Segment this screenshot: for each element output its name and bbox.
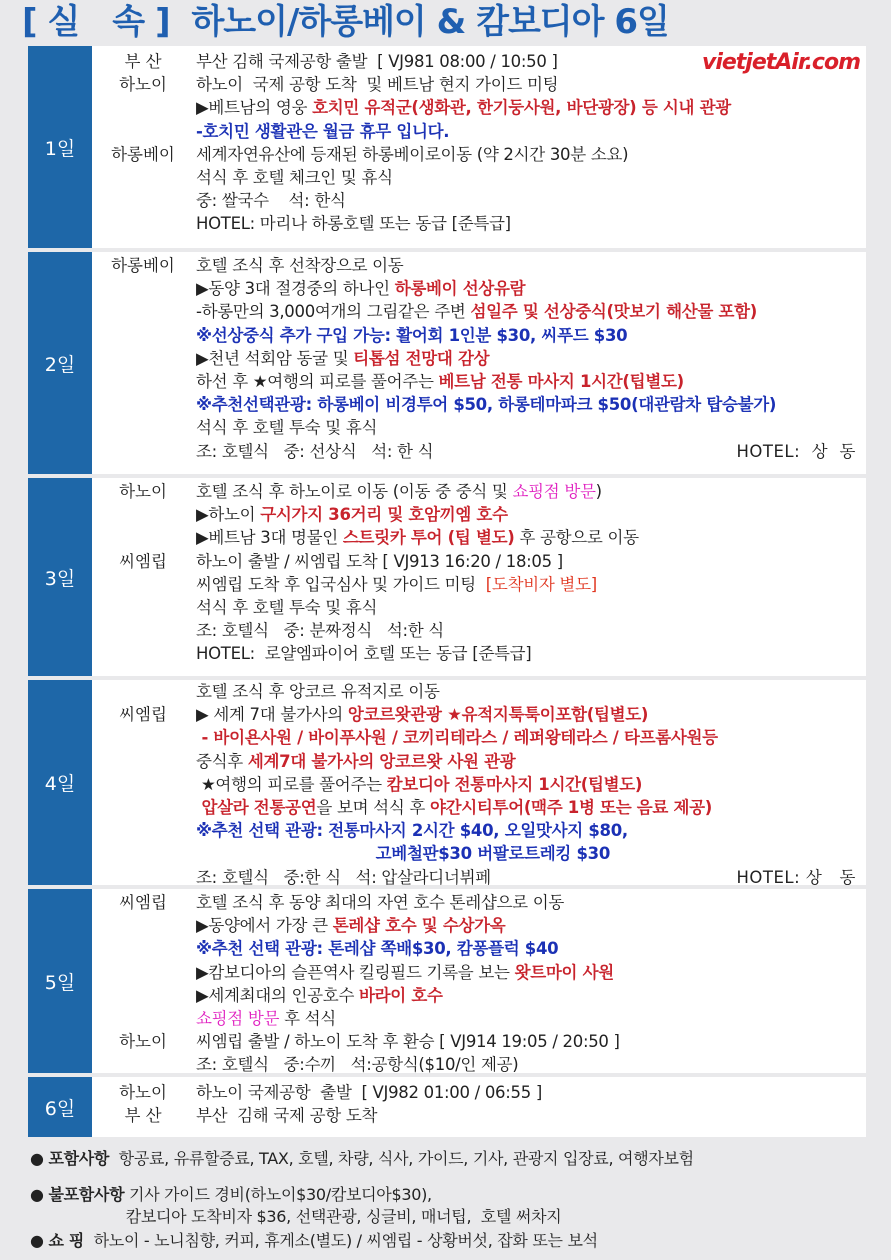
- itinerary-text: [196, 891, 564, 914]
- plain-text: HOTEL: 마리나 하롱호텔 또는 동급 [준특급]: [196, 214, 511, 234]
- itinerary-text: [196, 277, 525, 300]
- note-text: 하노이 - 노니침향, 커피, 휴게소(별도) / 씨엠립 - 상황버섯, 잡화 또는 보석: [84, 1231, 598, 1250]
- plain-text: 조: 호텔식 중: 선상식 석: 한 식: [196, 441, 434, 461]
- itinerary-line: [28, 189, 866, 212]
- itinerary-line: [28, 703, 866, 726]
- itinerary-text: [196, 842, 610, 865]
- plain-text: 하선 후 ★여행의 피로를 풀어주는: [196, 372, 439, 391]
- note-text: 기사 가이드 경비(하노이$30/캄보디아$30),: [124, 1185, 432, 1204]
- plain-text: ▶베트남 3대 명물인: [196, 528, 343, 548]
- highlight-text: 압살라 전통공연: [196, 798, 317, 817]
- plain-text: 호텔 조식 후 하노이로 이동 (이동 중 중식 및: [196, 482, 513, 501]
- location-label: 씨엠립: [119, 705, 167, 725]
- itinerary-text: [196, 1081, 542, 1104]
- location-label: 하롱베이: [111, 144, 175, 164]
- itinerary-text: [196, 370, 684, 393]
- location-label: 씨엠립: [119, 893, 167, 912]
- day-label: 3일: [28, 478, 92, 676]
- hotel-label: HOTEL: 상 동: [736, 441, 856, 461]
- itinerary-line: [28, 166, 866, 189]
- itinerary-text: [196, 573, 597, 596]
- itinerary-line: [28, 73, 866, 96]
- plain-text: 후 공항으로 이동: [514, 528, 639, 548]
- day-label: 6일: [28, 1077, 92, 1137]
- plain-text: ▶ 세계 7대 불가사의: [196, 705, 348, 725]
- plain-text: 을 보며 석식 후: [316, 798, 430, 817]
- itinerary-text: [196, 642, 531, 665]
- plain-text: 부산 김해 국제공항 출발 [ VJ981 08:00 / 10:50 ]: [196, 52, 558, 71]
- location-label: 부 산: [124, 52, 162, 71]
- itinerary-text: [196, 526, 639, 549]
- itinerary-line: [28, 961, 866, 984]
- highlight-text: ※선상중식 추가 구입 가능: 활어회 1인분 $30, 씨푸드 $30: [196, 325, 628, 345]
- itinerary-text: [196, 866, 491, 889]
- itinerary-text: [196, 937, 558, 960]
- itinerary-line: [28, 1030, 866, 1053]
- itinerary-text: [196, 212, 511, 235]
- plain-text: 석식 후 호텔 체크인 및 휴식: [196, 168, 393, 187]
- plain-text: 중: 쌀국수 석: 한식: [196, 191, 346, 211]
- itinerary-text: [196, 1104, 377, 1127]
- itinerary-line: [28, 120, 866, 143]
- note-heading: 불포함사항: [48, 1185, 125, 1204]
- plain-text: ▶캄보디아의 슬픈역사 킬링필드 기록을 보는: [196, 962, 515, 982]
- itinerary-text: [196, 796, 712, 819]
- itinerary-text: [196, 914, 505, 937]
- day-section: [28, 46, 866, 248]
- highlight-text: 톤레샵 호수 및 수상가옥: [332, 916, 506, 936]
- itinerary-line: [28, 143, 866, 166]
- itinerary-text: [196, 393, 776, 416]
- airline-logo: vietjetAir.com: [701, 50, 860, 75]
- highlight-text: 하롱베이 선상유람: [394, 279, 526, 299]
- plain-text: 하노이 출발 / 씨엠립 도착 [ VJ913 16:20 / 18:05 ]: [196, 551, 563, 571]
- itinerary-text: [196, 300, 757, 323]
- highlight-text: 베트남 전통 마사지 1시간(팁별도): [438, 372, 684, 391]
- itinerary-text: [196, 596, 377, 619]
- location-label: 하노이: [119, 75, 167, 95]
- highlight-text: 왓트마이 사원: [514, 962, 614, 982]
- itinerary-line: [28, 1104, 866, 1127]
- highlight-text: 호치민 유적군(생화관, 한기둥사원, 바단광장) 등 시내 관광: [312, 98, 731, 118]
- itinerary-line: [28, 750, 866, 773]
- highlight-text: 섬일주 및 선상중식(맛보기 해산물 포함): [470, 302, 757, 322]
- highlight-text: 스트릿카 투어 (팁 별도): [342, 528, 515, 548]
- itinerary-line: [28, 596, 866, 619]
- itinerary-line: [28, 480, 866, 503]
- itinerary-line: [28, 550, 866, 573]
- plain-text: ▶동양에서 가장 큰: [196, 916, 333, 936]
- itinerary-text: [196, 726, 718, 749]
- day-label: 5일: [28, 889, 92, 1073]
- plain-text: ▶동양 3대 절경중의 하나인: [196, 279, 395, 299]
- itinerary-text: [196, 619, 444, 642]
- plain-text: 호텔 조식 후 선착장으로 이동: [196, 256, 404, 275]
- day-label: 4일: [28, 680, 92, 885]
- note-line: [30, 1148, 694, 1170]
- itinerary-text: [196, 703, 648, 726]
- plain-text: 조: 호텔식 중:수끼 석:공항식($10/인 제공): [196, 1055, 519, 1075]
- plain-text: -하롱만의 3,000여개의 그림같은 주변: [196, 302, 471, 322]
- highlight-text: 쇼핑점 방문: [512, 482, 596, 501]
- day-label: 1일: [28, 46, 92, 248]
- itinerary-text: [196, 143, 628, 166]
- highlight-text: ※추천선택관광: 하롱베이 비경투어 $50, 하롱테마파크 $50(대관람차 탑승불가): [196, 395, 777, 415]
- location-label: 하노이: [119, 482, 167, 501]
- plain-text: 세계자연유산에 등재된 하롱베이로이동 (약 2시간 30분 소요): [196, 144, 629, 164]
- itinerary-line: [28, 642, 866, 665]
- highlight-text: ※추천 선택 관광: 톤레샵 쪽배$30, 캄퐁플럭 $40: [196, 939, 559, 959]
- itinerary-line: [28, 393, 866, 416]
- highlight-text: 티톱섬 전망대 감상: [353, 348, 490, 368]
- itinerary-line: [28, 1007, 866, 1030]
- highlight-text: 캄보디아 전통마사지 1시간(팁별도): [386, 774, 643, 794]
- itinerary-line: [28, 937, 866, 960]
- plain-text: 하노이 국제 공항 도착 및 베트남 현지 가이드 미팅: [196, 75, 559, 95]
- itinerary-line: [28, 1053, 866, 1076]
- itinerary-line: [28, 324, 866, 347]
- itinerary-line: [28, 347, 866, 370]
- itinerary-text: [196, 166, 393, 189]
- plain-text: HOTEL: 로얄엠파이어 호텔 또는 동급 [준특급]: [196, 644, 532, 664]
- itinerary-line: [28, 370, 866, 393]
- itinerary-line: [28, 796, 866, 819]
- highlight-text: 고베철판$30 버팔로트레킹 $30: [196, 844, 611, 864]
- itinerary-line: [28, 212, 866, 235]
- note-text: 항공료, 유류할증료, TAX, 호텔, 차량, 식사, 가이드, 기사, 관광지 입장료, 여행자보험: [109, 1149, 694, 1168]
- itinerary-line: [28, 842, 866, 865]
- note-text: 캄보디아 도착비자 $36, 선택관광, 싱글비, 매너팁, 호텔 써차지: [30, 1207, 562, 1226]
- plain-text: 하노이 국제공항 출발 [ VJ982 01:00 / 06:55 ]: [196, 1083, 542, 1102]
- plain-text: 석식 후 호텔 투숙 및 휴식: [196, 598, 378, 617]
- itinerary-line: [28, 680, 866, 703]
- day-section: [28, 1077, 866, 1137]
- itinerary-text: [196, 347, 489, 370]
- bullet-icon: ●: [30, 1149, 44, 1168]
- page-title: [22, 2, 669, 42]
- itinerary-text: [196, 984, 443, 1007]
- plain-text: ▶천년 석회암 동굴 및: [196, 348, 354, 368]
- location-label: 하노이: [119, 1032, 167, 1052]
- plain-text: ): [595, 482, 602, 501]
- highlight-text: 앙코르왓관광 ★유적지툭툭이포함(팁별도): [347, 705, 649, 725]
- plain-text: ★여행의 피로를 풀어주는: [196, 774, 387, 794]
- itinerary-text: [196, 254, 403, 277]
- plain-text: 호텔 조식 후 동양 최대의 자연 호수 톤레샵으로 이동: [196, 893, 564, 912]
- itinerary-line: [28, 891, 866, 914]
- itinerary-text: [196, 961, 614, 984]
- note-line: [30, 1206, 561, 1228]
- plain-text: ▶하노이: [196, 505, 261, 525]
- itinerary-line: [28, 726, 866, 749]
- plain-text: ▶세계최대의 인공호수: [196, 985, 360, 1005]
- plain-text: 중식후: [196, 751, 248, 771]
- plain-text: 조: 호텔식 중: 분짜정식 석:한 식: [196, 621, 444, 641]
- itinerary-text: [196, 73, 558, 96]
- itinerary-line: [28, 300, 866, 323]
- day-section: [28, 889, 866, 1073]
- highlight-text: 야간시티투어(맥주 1병 또는 음료 제공): [430, 798, 713, 817]
- highlight-text: 구시가지 36거리 및 호암끼엠 호수: [260, 505, 508, 525]
- itinerary-text: [196, 480, 602, 503]
- note-heading: 쇼 핑: [48, 1231, 85, 1250]
- plain-text: 씨엠립 도착 후 입국심사 및 가이드 미팅: [196, 574, 486, 594]
- plain-text: 부산 김해 국제 공항 도착: [196, 1106, 378, 1126]
- itinerary-line: [28, 416, 866, 439]
- itinerary-line: [28, 619, 866, 642]
- itinerary-text: [196, 96, 731, 119]
- highlight-text: [도착비자 별도]: [485, 574, 597, 594]
- itinerary-line: [28, 526, 866, 549]
- itinerary-line: [28, 96, 866, 119]
- itinerary-text: [196, 750, 515, 773]
- itinerary-line: [28, 254, 866, 277]
- itinerary-line: [28, 773, 866, 796]
- itinerary-text: [196, 503, 508, 526]
- highlight-text: 쇼핑점 방문: [196, 1009, 280, 1028]
- plain-text: ▶베트남의 영웅: [196, 98, 313, 118]
- itinerary-line: [28, 50, 866, 73]
- highlight-text: 세계7대 불가사의 앙코르왓 사원 관광: [247, 751, 516, 771]
- title-main: 하노이/하롱베이 & 캄보디아 6일: [191, 2, 669, 42]
- itinerary-line: [28, 866, 866, 889]
- itinerary-text: [196, 440, 433, 463]
- itinerary-text: [196, 550, 563, 573]
- itinerary-line: [28, 819, 866, 842]
- location-label: 하노이: [119, 1083, 167, 1102]
- bullet-icon: ●: [30, 1231, 44, 1250]
- note-line: [30, 1230, 598, 1252]
- itinerary-line: [28, 277, 866, 300]
- note-line: [30, 1184, 432, 1206]
- note-heading: 포함사항: [48, 1149, 110, 1168]
- highlight-text: 바라이 호수: [359, 985, 443, 1005]
- itinerary-line: [28, 914, 866, 937]
- hotel-label: HOTEL: 상 동: [736, 867, 856, 887]
- highlight-text: ※추천 선택 관광: 전통마사지 2시간 $40, 오일맛사지 $80,: [196, 821, 628, 841]
- itinerary-text: [196, 120, 449, 143]
- itinerary-text: [196, 189, 346, 212]
- itinerary-text: [196, 324, 627, 347]
- title-bracket: [실 속]: [22, 2, 181, 42]
- itinerary-text: [196, 1030, 620, 1053]
- highlight-text: - 바이욘사원 / 바이푸사원 / 코끼리테라스 / 레퍼왕테라스 / 타프롬사원등: [196, 728, 718, 748]
- itinerary-line: [28, 1081, 866, 1104]
- bullet-icon: ●: [30, 1185, 44, 1204]
- itinerary-line: [28, 984, 866, 1007]
- day-section: [28, 680, 866, 885]
- plain-text: 조: 호텔식 중:한 식 석: 압살라디너뷔페: [196, 867, 491, 887]
- day-section: [28, 252, 866, 474]
- itinerary-line: [28, 573, 866, 596]
- itinerary-text: [196, 773, 642, 796]
- itinerary-line: [28, 503, 866, 526]
- day-section: [28, 478, 866, 676]
- location-label: 부 산: [124, 1106, 162, 1126]
- day-label: 2일: [28, 252, 92, 474]
- itinerary-text: [196, 819, 628, 842]
- plain-text: 호텔 조식 후 앙코르 유적지로 이동: [196, 682, 440, 701]
- location-label: 하롱베이: [111, 256, 175, 275]
- plain-text: 씨엠립 출발 / 하노이 도착 후 환승 [ VJ914 19:05 / 20:50 ]: [196, 1032, 620, 1052]
- itinerary-line: [28, 440, 866, 463]
- itinerary-text: [196, 1007, 336, 1030]
- itinerary-text: [196, 416, 377, 439]
- itinerary-text: [196, 50, 558, 73]
- itinerary-text: [196, 680, 440, 703]
- highlight-text: -호치민 생활관은 월금 휴무 입니다.: [196, 121, 450, 141]
- location-label: 씨엠립: [119, 551, 167, 571]
- itinerary-text: [196, 1053, 518, 1076]
- plain-text: 석식 후 호텔 투숙 및 휴식: [196, 418, 378, 438]
- plain-text: 후 석식: [279, 1009, 336, 1028]
